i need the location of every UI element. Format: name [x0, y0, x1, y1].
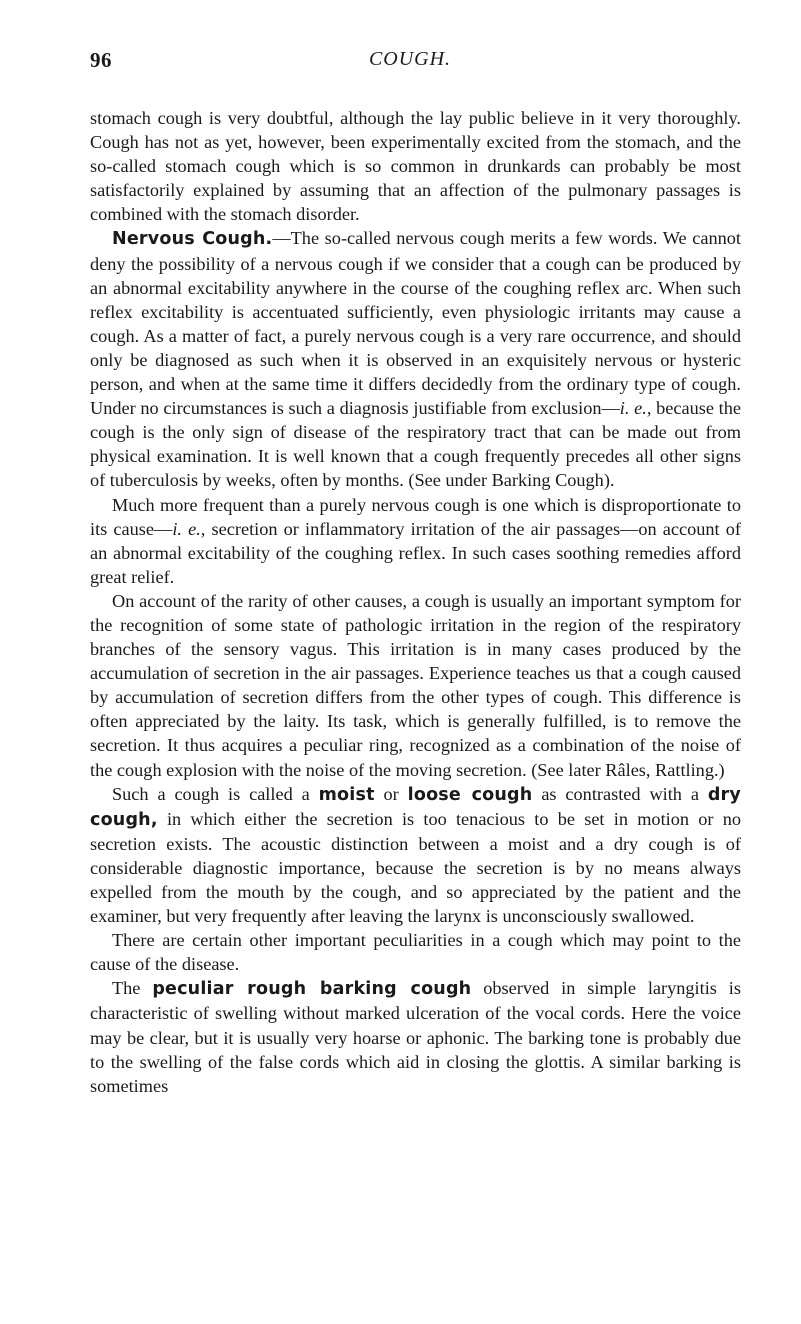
term-loose-cough: loose cough	[407, 784, 533, 805]
paragraph-moist-dry-cough: Such a cough is called a moist or loose cough as contrasted with a dry cough, in which either the secretion is too tenacious to be set in motion or no secretion exists. The acoustic distinction between a moist and a dry cough is of considerable diagnostic importance, because the secretion is by no means always expelled from the mouth by the cough, and so appreciated by the patient and the examiner, but very frequently after leaving the larynx is unconsciously swallowed.	[90, 783, 741, 927]
running-title: COUGH.	[368, 48, 452, 70]
term-moist: moist	[318, 784, 375, 805]
term-dry-cough: dry cough,	[90, 784, 741, 830]
paragraph-nervous-cough: Nervous Cough.—The so-called nervous cough merits a few words. We cannot deny the possibility of a nervous cough if we consider that a cough can be produced by an abnormal excitability anywhere in the course of the coughing reflex arc. When such reflex excitability is accentuated sufficiently, even physiologic irritants may cause a cough. As a matter of fact, a purely nervous cough is a very rare occurrence, and should only be diagnosed as such when it is observed in an exquisitely nervous or hysteric person, and when at the same time it differs decidedly from the ordinary type of cough. Under no circumstances is such a diagnosis justifiable from exclusion—i. e., because the cough is the only sign of disease of the respiratory tract that can be made out from physical examination. It is well known that a cough frequently precedes all other signs of tuberculosis by weeks, often by months. (See under Barking Cough).	[90, 228, 742, 491]
page-number: 96	[90, 48, 112, 72]
page-header	[90, 48, 730, 76]
paragraph-disproportionate-cough: Much more frequent than a purely nervous cough is one which is disproportionate to its cause—i. e., secretion or inflammatory irritation of the air passages—on account of an abnormal excitability of the coughing reflex. In such cases soothing remedies afford great relief.	[90, 494, 741, 587]
paragraph-barking-cough: The peculiar rough barking cough observed in simple laryngitis is characteristic of swelling without marked ulceration of the vocal cords. Here the voice may be clear, but it is usually very hoarse or aphonic. The barking tone is probably due to the swelling of the false cords which aid in closing the glottis. A similar barking is sometimes	[90, 978, 741, 1096]
paragraph-secretion: On account of the rarity of other causes, a cough is usually an important symptom for the recognition of some state of pathologic irritation in the region of the respiratory branches of the sensory vagus. This irritation is in many cases produced by the accumulation of secretion in the air passages. Experience teaches us that a cough caused by accumulation of secretion differs from the other types of cough. This difference is often appreciated by the laity. Its task, which is generally fulfilled, is to remove the secretion. It thus acquires a peculiar ring, recognized as a combination of the noise of the cough explosion with the noise of the moving secretion. (See later Râles, Rattling.)	[90, 590, 741, 780]
paragraph-stomach-cough: stomach cough is very doubtful, although the lay public believe in it very thoroughly. Cough has not as yet, however, been experimentally excited from the stomach, and the so-called stomach cough which is so common in drunkards can probably be most satisfactorily explained by assuming that an affection of the pulmonary passages is combined with the stomach disorder.	[90, 108, 741, 225]
heading-nervous-cough: Nervous Cough.	[112, 229, 273, 250]
term-barking-cough: peculiar rough barking cough	[152, 979, 472, 1000]
body-text	[90, 106, 741, 1098]
paragraph-peculiarities: There are certain other important peculiarities in a cough which may point to the cause of the disease.	[90, 930, 741, 975]
